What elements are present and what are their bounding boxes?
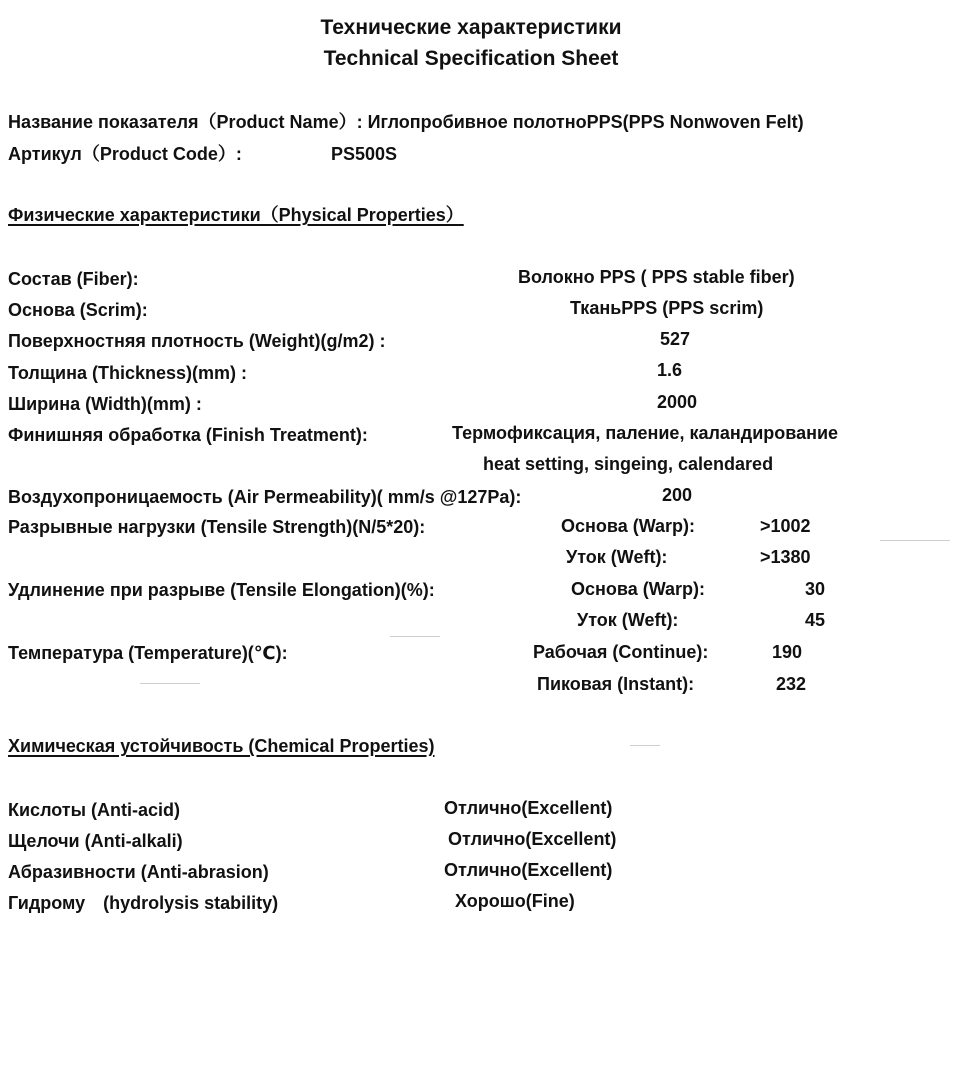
thickness-label: Толщина (Thickness)(mm) : [8,363,248,383]
air-permeability-label: Воздухопроницаемость (Air Permeability)( mm/s @127Pa): [8,487,522,507]
title-ru: Технические характеристики [320,16,622,39]
temperature-instant-label: Пиковая (Instant): [537,674,695,694]
chemical-heading: Химическая устойчивость (Chemical Properties) [8,736,435,756]
fiber-value: Волокно PPS ( PPS stable fiber) [518,267,795,287]
elongation-label: Удлинение при разрыве (Tensile Elongation)(%): [8,580,435,600]
physical-heading: Физические характеристики（Physical Properties） [8,205,464,225]
scan-line [880,540,950,541]
width-label: Ширина (Width)(mm) : [8,394,202,414]
scan-line [140,683,200,684]
tensile-strength-label: Разрывные нагрузки (Tensile Strength)(N/5*20): [8,517,426,537]
temperature-label: Температура (Temperature)(℃): [8,643,288,663]
tensile-strength-warp-label: Основа (Warp): [561,516,696,536]
scrim-value: ТканьPPS (PPS scrim) [570,298,764,318]
elongation-warp-value: 30 [805,579,826,599]
anti-abrasion-value: Отлично(Excellent) [444,860,613,880]
scan-line [390,636,440,637]
product-name-line: Название показателя（Product Name）: Иглопробивное полотноPPS(PPS Nonwoven Felt) [8,112,804,132]
finish-value-en: heat setting, singeing, calendared [483,454,774,474]
anti-abrasion-label: Абразивности (Anti-abrasion) [8,862,269,882]
hydrolysis-label: Гидрому (hydrolysis stability) [8,893,279,913]
finish-label: Финишняя обработка (Finish Treatment): [8,425,368,445]
title-en: Technical Specification Sheet [323,47,619,70]
fiber-label: Состав (Fiber): [8,269,139,289]
product-code-value: PS500S [331,144,398,164]
temperature-continue-value: 190 [772,642,803,662]
width-value: 2000 [657,392,698,412]
weight-label: Поверхностняя плотность (Weight)(g/m2) : [8,331,386,351]
tensile-strength-weft-value: >1380 [760,547,811,567]
finish-value-ru: Термофиксация, паление, каландирование [452,423,839,443]
elongation-weft-value: 45 [805,610,826,630]
elongation-warp-label: Основа (Warp): [571,579,706,599]
anti-acid-value: Отлично(Excellent) [444,798,613,818]
elongation-weft-label: Уток (Weft): [577,610,679,630]
thickness-value: 1.6 [657,360,683,380]
temperature-continue-label: Рабочая (Continue): [533,642,709,662]
air-permeability-value: 200 [662,485,693,505]
anti-acid-label: Кислоты (Anti-acid) [8,800,180,820]
tensile-strength-weft-label: Уток (Weft): [566,547,668,567]
weight-value: 527 [660,329,691,349]
hydrolysis-value: Хорошо(Fine) [455,891,575,911]
anti-alkali-label: Щелочи (Anti-alkali) [8,831,183,851]
scrim-label: Основа (Scrim): [8,300,148,320]
scan-line [630,745,660,746]
tensile-strength-warp-value: >1002 [760,516,811,536]
product-code-label: Артикул（Product Code）: [8,144,242,164]
anti-alkali-value: Отлично(Excellent) [448,829,617,849]
temperature-instant-value: 232 [776,674,807,694]
